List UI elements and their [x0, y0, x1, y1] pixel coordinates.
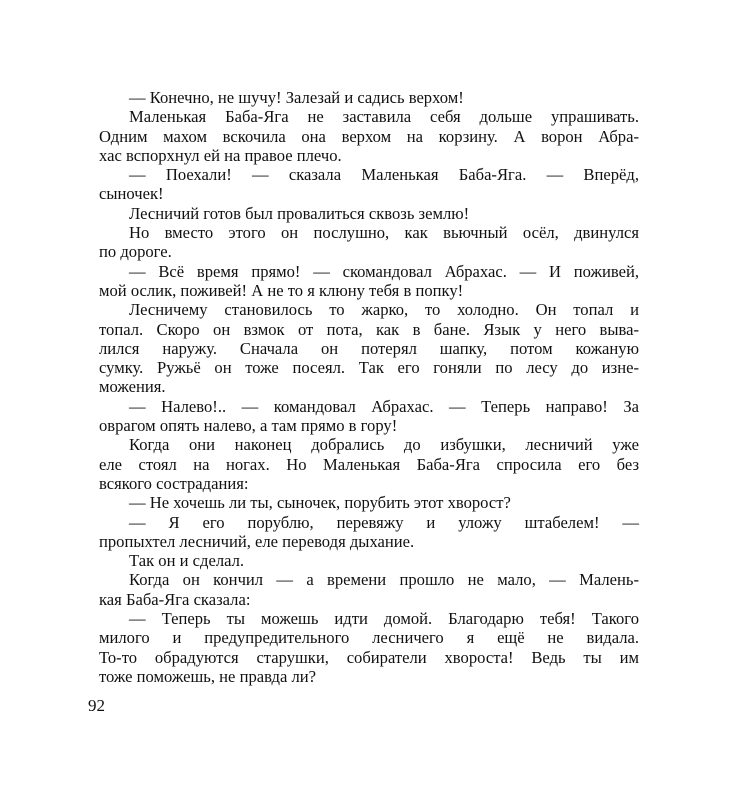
- text-line: — Теперь ты можешь идти домой. Благодарю тебя! Такого: [129, 609, 639, 629]
- text-line: Когда он кончил — а времени прошло не мало, — Малень-: [129, 570, 639, 590]
- body-text: [99, 88, 639, 686]
- text-line: тоже поможешь, не правда ли?: [99, 666, 317, 686]
- text-line: можения.: [99, 377, 166, 397]
- text-line: оврагом опять налево, а там прямо в гору!: [99, 416, 398, 436]
- text-line: пропыхтел лесничий, еле переводя дыхание.: [99, 531, 415, 551]
- text-line: топал. Скоро он взмок от пота, как в бане. Язык у него выва-: [99, 319, 639, 339]
- text-line: еле стоял на ногах. Но Маленькая Баба-Яга спросила его без: [99, 454, 639, 474]
- text-line: сыночек!: [99, 184, 164, 204]
- text-line: лился наружу. Сначала он потерял шапку, потом кожаную: [99, 338, 639, 358]
- text-line: Так он и сделал.: [129, 551, 245, 571]
- text-line: всякого сострадания:: [99, 473, 249, 493]
- text-line: кая Баба-Яга сказала:: [99, 589, 251, 609]
- text-line: Когда они наконец добрались до избушки, лесничий уже: [129, 435, 639, 455]
- text-line: — Поехали! — сказала Маленькая Баба-Яга. — Вперёд,: [129, 165, 639, 185]
- text-line: по дороге.: [99, 242, 172, 262]
- text-line: мой ослик, поживей! А не то я клюну тебя в попку!: [99, 280, 464, 300]
- text-line: То-то обрадуются старушки, собиратели хвороста! Ведь ты им: [99, 647, 639, 667]
- text-line: Лесничий готов был провалиться сквозь землю!: [129, 203, 470, 223]
- text-line: — Налево!.. — командовал Абрахас. — Теперь направо! За: [129, 396, 639, 416]
- text-line: Одним махом вскочила она верхом на корзину. А ворон Абра-: [99, 126, 639, 146]
- text-line: Но вместо этого он послушно, как вьючный осёл, двинулся: [129, 223, 639, 243]
- text-line: сумку. Ружьё он тоже посеял. Так его гоняли по лесу до изне-: [99, 358, 639, 378]
- text-line: хас вспорхнул ей на правое плечо.: [99, 145, 342, 165]
- text-line: милого и предупредительного лесничего я ещё не видала.: [99, 628, 639, 648]
- text-line: — Я его порублю, перевяжу и уложу штабелем! —: [129, 512, 639, 532]
- text-line: Лесничему становилось то жарко, то холодно. Он топал и: [129, 300, 639, 320]
- text-line: — Конечно, не шучу! Залезай и садись верхом!: [129, 88, 464, 107]
- text-line: — Всё время прямо! — скомандовал Абрахас. — И поживей,: [129, 261, 639, 281]
- text-line: Маленькая Баба-Яга не заставила себя дольше упрашивать.: [129, 107, 639, 127]
- page-number: 92: [88, 696, 105, 715]
- text-line: — Не хочешь ли ты, сыночек, порубить этот хворост?: [129, 493, 511, 513]
